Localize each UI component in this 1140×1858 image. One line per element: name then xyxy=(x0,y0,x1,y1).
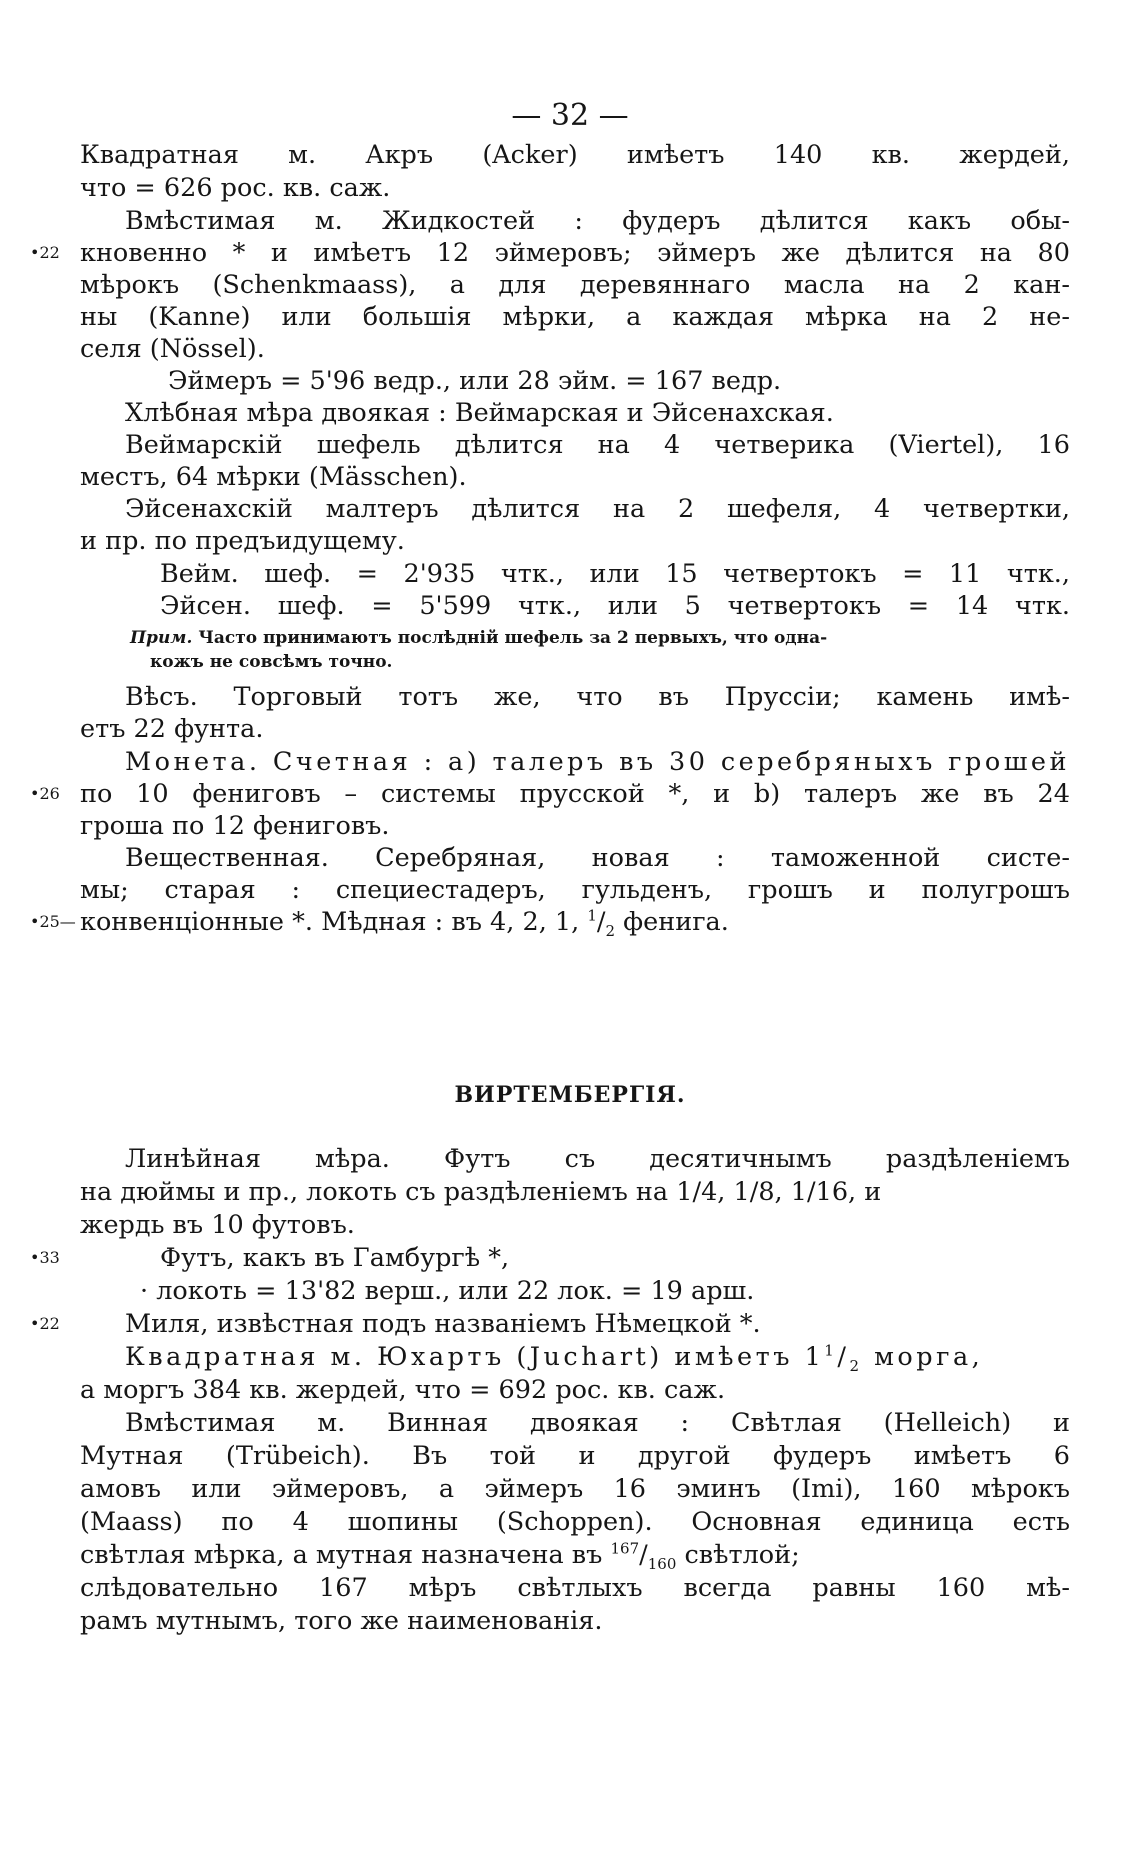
text-line-start: на дюймы и пр., локоть съ раздѣленіемъ на xyxy=(80,1177,669,1207)
text-line: рамъ мутнымъ, того же наименованія. xyxy=(80,1606,603,1636)
text-line: мѣрокъ (Schenkmaass), а для деревяннаго масла на 2 кан- xyxy=(80,270,1070,300)
text-line: Квадратная м. Юхартъ (Juchart) имѣетъ $1^1/_2$ морга, xyxy=(125,1341,984,1376)
footnote-line xyxy=(130,626,1070,650)
text-line: Эйсенахскій малтеръ дѣлится на 2 шефеля, 4 четвертки, xyxy=(125,494,1070,524)
text-line: и пр. по предъидущему. xyxy=(80,526,405,556)
text-line: етъ 22 фунта. xyxy=(80,714,264,744)
margin-mark: •25— xyxy=(30,912,76,931)
text-line: Мутная (Trübeich). Въ той и другой фудеръ имѣетъ 6 xyxy=(80,1441,1070,1471)
text-line: амовъ или эймеровъ, а эймеръ 16 эминъ (Imi), 160 мѣрокъ xyxy=(80,1474,1070,1504)
text-line: (Maass) по 4 шопины (Schoppen). Основная единица есть xyxy=(80,1507,1070,1537)
text-line: мы; старая : специестадеръ, гульденъ, грошъ и полугрошъ xyxy=(80,875,1070,905)
text-line: · локоть = 13'82 верш., или 22 лок. = 19 арш. xyxy=(140,1276,755,1306)
text-line: Квадратная м. Акръ (Acker) имѣетъ 140 кв. жердей, xyxy=(80,140,1070,170)
margin-mark: •22 xyxy=(30,1314,60,1333)
text-line: Линѣйная мѣра. Футъ съ десятичнымъ раздѣленіемъ xyxy=(125,1144,1070,1174)
text-line: Вмѣстимая м. Винная двоякая : Свѣтлая (Helleich) и xyxy=(125,1408,1070,1438)
text-line: Футъ, какъ въ Гамбургѣ *, xyxy=(160,1243,510,1273)
footnote-line: кожъ не совсѣмъ точно. xyxy=(150,652,393,672)
text-line: конвенціонные *. Мѣдная : въ 4, 2, 1, $^1/_2$ фенига. xyxy=(80,906,729,941)
page-number: — 32 — xyxy=(511,98,629,133)
text-line: Вмѣстимая м. Жидкостей : фудеръ дѣлится какъ обы- xyxy=(125,206,1070,236)
text-line: Монета. Счетная : а) талеръ въ 30 серебряныхъ грошей xyxy=(125,747,1070,777)
text-line-start: свѣтлая мѣрка, а мутная назначена въ xyxy=(80,1540,603,1570)
text-line-start: Квадратная м. Юхартъ (Juchart) имѣетъ 1 xyxy=(125,1342,825,1372)
text-line: что = 626 рос. кв. саж. xyxy=(80,173,391,203)
text-line: по 10 фениговъ – системы прусской *, и b) талеръ же въ 24 xyxy=(80,779,1070,809)
fraction-eighth: 1/8, xyxy=(733,1177,783,1207)
fraction-denominator: 160 xyxy=(647,1555,677,1574)
margin-mark: •26 xyxy=(30,784,60,803)
footnote-text: Часто принимаютъ послѣдній шефель за 2 первыхъ, что одна- xyxy=(198,628,828,648)
fraction-sixteenth: 1/16, xyxy=(790,1177,857,1207)
text-line: Миля, извѣстная подъ названіемъ Нѣмецкой *. xyxy=(125,1309,761,1339)
text-line: кновенно * и имѣетъ 12 эймеровъ; эймеръ же дѣлится на 80 xyxy=(80,238,1070,268)
text-line: Эйсен. шеф. = 5'599 чтк., или 5 четвертокъ = 14 чтк. xyxy=(160,591,1070,621)
text-line: местъ, 64 мѣрки (Mässchen). xyxy=(80,462,467,492)
text-line-start: конвенціонные *. Мѣдная : въ 4, 2, 1, xyxy=(80,907,580,937)
text-line: ны (Kanne) или большія мѣрки, а каждая мѣрка на 2 не- xyxy=(80,302,1070,332)
text-line: селя (Nössel). xyxy=(80,334,265,364)
text-line: слѣдовательно 167 мѣръ свѣтлыхъ всегда равны 160 мѣ- xyxy=(80,1573,1070,1603)
fraction-denominator: 2 xyxy=(605,922,616,941)
section-heading: ВИРТЕМБЕРГІЯ. xyxy=(454,1082,686,1108)
text-line: Вещественная. Серебряная, новая : таможенной систе- xyxy=(125,843,1070,873)
text-line-end: свѣтлой; xyxy=(684,1540,800,1570)
text-line: Вѣсъ. Торговый тотъ же, что въ Пруссіи; камень имѣ- xyxy=(125,682,1070,712)
margin-mark: •33 xyxy=(30,1248,60,1267)
fraction-numerator: 167 xyxy=(610,1539,640,1558)
text-line: Хлѣбная мѣра двоякая : Веймарская и Эйсенахская. xyxy=(125,398,834,428)
text-line xyxy=(80,1175,1070,1209)
text-line: жердь въ 10 футовъ. xyxy=(80,1210,355,1240)
text-line: гроша по 12 фениговъ. xyxy=(80,811,390,841)
text-line-end: и xyxy=(864,1177,882,1207)
fraction-quarter: 1/4, xyxy=(676,1177,726,1207)
text-line: Веймарскій шефель дѣлится на 4 четверика (Viertel), 16 xyxy=(125,430,1070,460)
text-line-end: морга, xyxy=(874,1342,984,1372)
text-line: Вейм. шеф. = 2'935 чтк., или 15 четвертокъ = 11 чтк., xyxy=(160,559,1070,589)
text-line: а моргъ 384 кв. жердей, что = 692 рос. кв. саж. xyxy=(80,1375,726,1405)
fraction-numerator: 1 xyxy=(587,906,597,925)
text-line: свѣтлая мѣрка, а мутная назначена въ $^{167}/_{160}$ свѣтлой; xyxy=(80,1539,800,1574)
footnote-label: Прим. xyxy=(130,628,193,648)
text-line-end: фенига. xyxy=(623,907,729,937)
text-line: Эймеръ = 5'96 ведр., или 28 эйм. = 167 ведр. xyxy=(168,366,782,396)
margin-mark: •22 xyxy=(30,243,60,262)
